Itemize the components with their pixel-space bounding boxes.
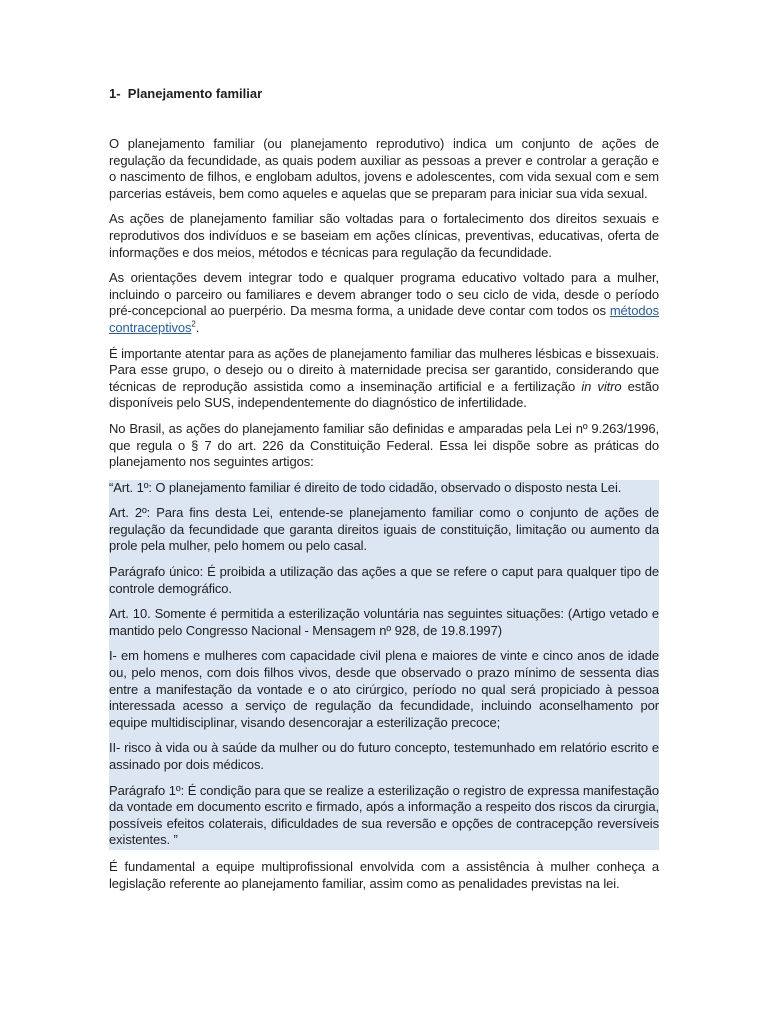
paragraph-conclusion: É fundamental a equipe multiprofissional envolvida com a assistência à mulher conheça a legislação referente ao planejamento familiar, assim como as penalidades previstas na lei. <box>109 858 659 891</box>
item-i-text: - em homens e mulheres com capacidade civil plena e maiores de vinte e cinco anos de idade ou, pelo menos, com dois filhos vivos, desde que observado o prazo mínimo de sessenta dias entre a manifestação da vontade e o ato cirúrgico, período no qual será propiciado à pessoa interessada acesso a serviço de regulação da fecundidade, incluindo aconselhamento por equipe multidisciplinar, visando desencorajar a esterilização precoce; <box>109 648 659 730</box>
lgbt-text-end: estão disponíveis pelo SUS, independentemente do diagnóstico de infertilidade. <box>109 378 659 411</box>
item-ii-marker: II <box>109 740 117 756</box>
item-ii-text: - risco à vida ou à saúde da mulher ou do futuro concepto, testemunhado em relatório escrito e assinado por dois médicos. <box>109 740 659 772</box>
quote-item-i <box>109 648 659 740</box>
quote-art-10: Art. 10. Somente é permitida a esterilização voluntária nas seguintes situações: (Artigo vetado e mantido pelo Congresso Nacional - Mensagem nº 928, de 19.8.1997) <box>109 606 659 638</box>
paragraph-lgbt <box>109 346 659 412</box>
in-vitro-term: in vitro <box>581 378 622 394</box>
paragraph-actions: As ações de planejamento familiar são voltadas para o fortalecimento dos direitos sexuais e reprodutivos dos indivíduos e se baseiam em ações clínicas, preventivas, educativas, oferta de informações e dos meios, métodos e técnicas para regulação da fecundidade. <box>109 211 659 260</box>
law-quote-block <box>109 480 659 850</box>
document-page <box>109 85 659 901</box>
quote-item-ii <box>109 740 659 782</box>
paragraph-law: No Brasil, as ações do planejamento familiar são definidas e amparadas pela Lei nº 9.263/1996, que regula o § 7 do art. 226 da Constituição Federal. Essa lei dispõe sobre as práticas do planejamento nos seguintes artigos: <box>109 420 659 470</box>
quote-art-1: “Art. 1º: O planejamento familiar é direito de todo cidadão, observado o disposto nesta Lei. <box>109 479 622 495</box>
lgbt-text-start: É importante atentar para as ações de planejamento familiar das mulheres lésbicas e bissexuais. Para esse grupo, o desejo ou o direito à maternidade precisa ser garantido, considerando que técnicas de reprodução assistida como a inseminação artificial e a fertilização <box>109 345 659 394</box>
quote-art-2: Art. 2º: Para fins desta Lei, entende-se planejamento familiar como o conjunto de ações de regulação da fecundidade que garanta direitos iguais de constituição, limitação ou aumento da prole pela mulher, pelo homem ou pelo casal. <box>109 505 659 554</box>
quote-paragraph-1: Parágrafo 1º: É condição para que se realize a esterilização o registro de expressa manifestação da vontade em documento escrito e firmado, após a informação a respeito dos riscos da cirurgia, possíveis efeitos colaterais, dificuldades de sua reversão e opções de contracepção reversíveis existentes. ” <box>109 782 659 848</box>
item-i-marker: I <box>109 648 113 664</box>
section-heading: 1- Planejamento familiar <box>109 86 263 101</box>
paragraph-definition: O planejamento familiar (ou planejamento reprodutivo) indica um conjunto de ações de regulação da fecundidade, as quais podem auxiliar as pessoas a prever e controlar a geração e o nascimento de filhos, e englobam adultos, jovens e adolescentes, com vida sexual com e sem parcerias estáveis, bem como aqueles e aquelas que se preparam para iniciar sua vida sexual. <box>109 136 659 201</box>
orientations-end: . <box>195 319 200 335</box>
footnote-ref[interactable]: 2 <box>191 319 196 329</box>
orientations-text: As orientações devem integrar todo e qualquer programa educativo voltado para a mulher, incluindo o parceiro ou familiares e devem abranger todo o seu ciclo de vida, desde o período pré-concepcional ao puerpério. Da mesma forma, a unidade deve contar com todos os <box>109 270 659 319</box>
quote-sole-paragraph: Parágrafo único: É proibida a utilização das ações a que se refere o caput para qualquer tipo de controle demográfico. <box>109 564 659 596</box>
paragraph-orientations <box>109 270 659 336</box>
contraceptive-methods-link[interactable]: métodos contraceptivos <box>109 303 659 335</box>
